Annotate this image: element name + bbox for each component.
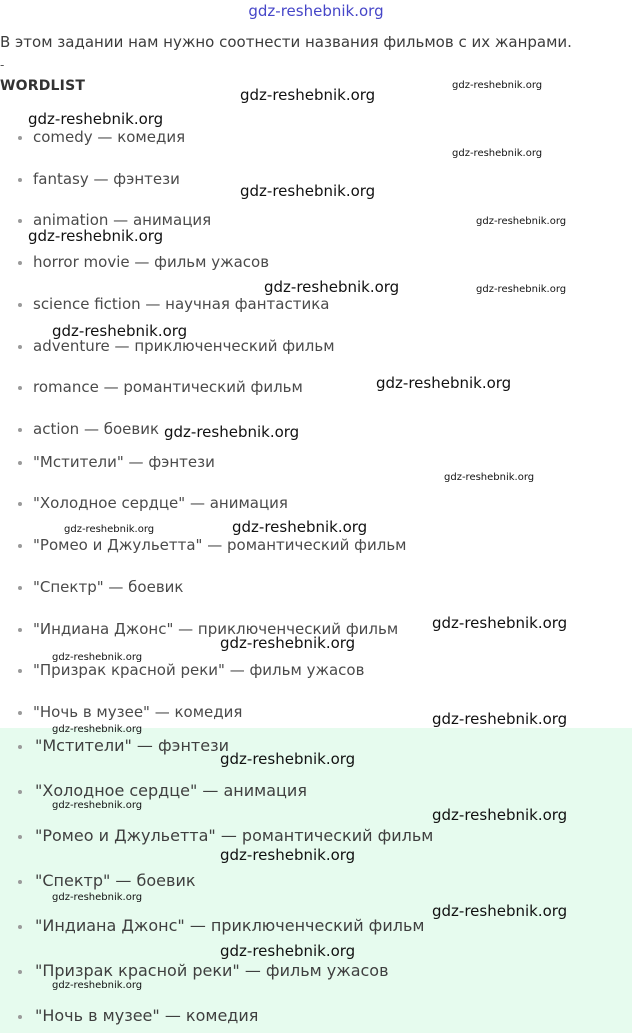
list-item: "Спектр" — боевик [18,578,168,596]
watermark: gdz-reshebnik.org [220,750,356,768]
list-item: "Ночь в музее" — комедия [18,703,227,721]
answer-item: "Холодное сердце" — анимация [18,781,290,800]
list-item: adventure — приключенческий фильм [18,337,320,355]
list-item: "Мстители" — фэнтези [18,453,200,471]
watermark: gdz-reshebnik.org [432,902,568,920]
watermark: gdz-reshebnik.org [476,216,567,227]
answer-item: "Призрак красной реки" — фильм ужасов [18,961,372,980]
header-watermark: gdz-reshebnik.org [248,2,384,20]
watermark: gdz-reshebnik.org [376,374,512,392]
answer-item: "Ромео и Джульетта" — романтический фильм [18,826,416,845]
watermark: gdz-reshebnik.org [52,724,143,735]
watermark: gdz-reshebnik.org [444,472,535,483]
dash-mark: - [0,58,5,72]
watermark: gdz-reshebnik.org [220,634,356,652]
watermark: gdz-reshebnik.org [52,980,143,991]
watermark: gdz-reshebnik.org [28,110,164,128]
list-item: science fiction — научная фантастика [18,295,314,313]
watermark: gdz-reshebnik.org [52,800,143,811]
watermark: gdz-reshebnik.org [164,423,300,441]
watermark: gdz-reshebnik.org [476,284,567,295]
watermark: gdz-reshebnik.org [28,227,164,245]
answer-item: "Индиана Джонс" — приключенческий фильм [18,916,407,935]
list-item: fantasy — фэнтези [18,170,165,188]
watermark: gdz-reshebnik.org [432,806,568,824]
list-item: "Призрак красной реки" — фильм ужасов [18,661,349,679]
list-item: action — боевик [18,420,144,438]
list-item: "Индиана Джонс" — приключенческий фильм [18,620,383,638]
watermark: gdz-reshebnik.org [220,846,356,864]
list-item: animation — анимация [18,211,196,229]
watermark: gdz-reshebnik.org [264,278,400,296]
watermark: gdz-reshebnik.org [52,322,188,340]
answer-item: "Ночь в музее" — комедия [18,1006,241,1025]
watermark: gdz-reshebnik.org [452,80,543,91]
answer-item: "Мстители" — фэнтези [18,736,212,755]
watermark: gdz-reshebnik.org [232,518,368,536]
watermark: gdz-reshebnik.org [52,892,143,903]
watermark: gdz-reshebnik.org [52,652,143,663]
watermark: gdz-reshebnik.org [240,86,376,104]
watermark: gdz-reshebnik.org [452,148,543,159]
list-item: "Ромео и Джульетта" — романтический фильм [18,536,391,554]
wordlist-title: WORDLIST [0,78,86,94]
list-item: comedy — комедия [18,128,170,146]
watermark: gdz-reshebnik.org [64,524,155,535]
watermark: gdz-reshebnik.org [240,182,376,200]
watermark: gdz-reshebnik.org [220,942,356,960]
list-item: "Холодное сердце" — анимация [18,494,273,512]
answer-item: "Спектр" — боевик [18,871,179,890]
watermark: gdz-reshebnik.org [432,614,568,632]
list-item: horror movie — фильм ужасов [18,253,254,271]
list-item: romance — романтический фильм [18,378,288,396]
intro-text: В этом задании нам нужно соотнести названия фильмов с их жанрами. [0,33,572,51]
watermark: gdz-reshebnik.org [432,710,568,728]
